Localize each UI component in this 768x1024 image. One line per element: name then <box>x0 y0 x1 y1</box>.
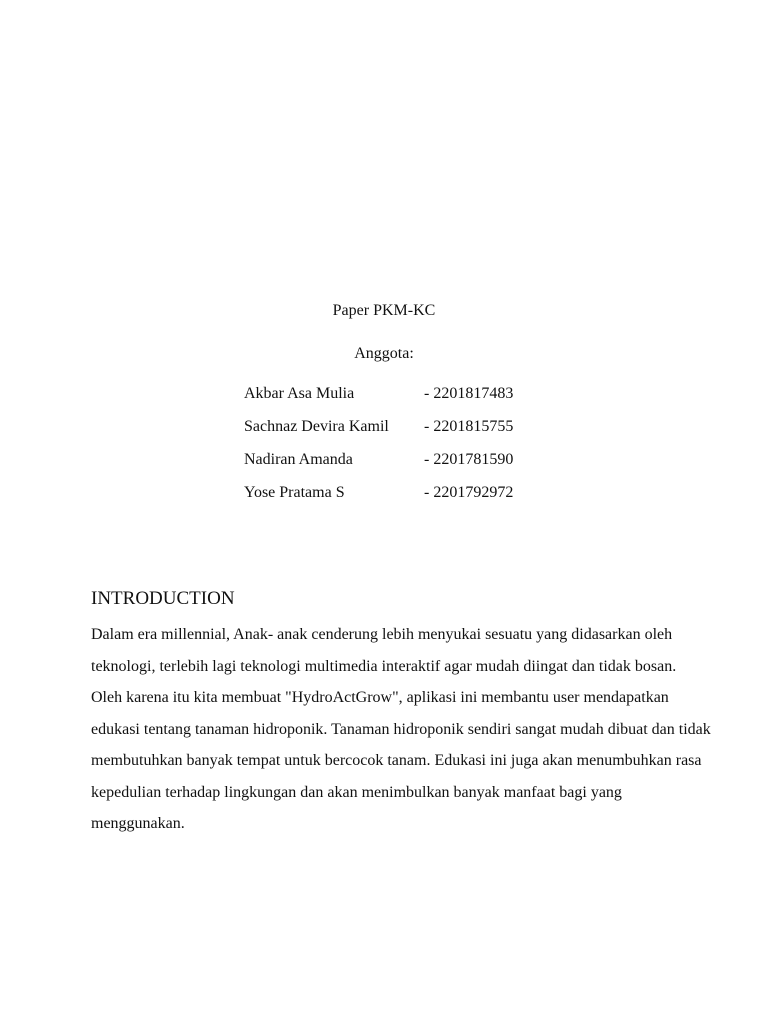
member-id: - 2201781590 <box>424 451 514 468</box>
member-name: Yose Pratama S <box>244 484 345 501</box>
member-row <box>244 416 564 449</box>
introduction-body <box>91 619 711 840</box>
member-row <box>244 383 564 416</box>
member-id: - 2201815755 <box>424 418 514 435</box>
member-name: Akbar Asa Mulia <box>244 385 355 402</box>
member-id: - 2201792972 <box>424 484 514 501</box>
document-title: Paper PKM-KC <box>332 302 436 319</box>
member-name: Sachnaz Devira Kamil <box>244 418 389 435</box>
member-name: Nadiran Amanda <box>244 451 353 468</box>
paragraph: Oleh karena itu kita membuat "HydroActGrow", aplikasi ini membantu user mendapatkan edukasi tentang tanaman hidroponik. Tanaman hidroponik sendiri sangat mudah dibuat dan tidak membutuhkan banyak tempat untuk bercocok tanam. Edukasi ini juga akan menumbuhkan rasa kepedulian terhadap lingkungan dan akan menimbulkan banyak manfaat bagi yang menggunakan. <box>91 689 711 832</box>
member-row <box>244 482 564 515</box>
member-id: - 2201817483 <box>424 385 514 402</box>
section-heading-introduction: INTRODUCTION <box>91 588 235 609</box>
members-heading: Anggota: <box>354 345 414 362</box>
member-list <box>244 383 564 515</box>
member-row <box>244 449 564 482</box>
paragraph: Dalam era millennial, Anak- anak cenderung lebih menyukai sesuatu yang didasarkan oleh teknologi, terlebih lagi teknologi multimedia interaktif agar mudah diingat dan tidak bosan. <box>91 626 677 675</box>
